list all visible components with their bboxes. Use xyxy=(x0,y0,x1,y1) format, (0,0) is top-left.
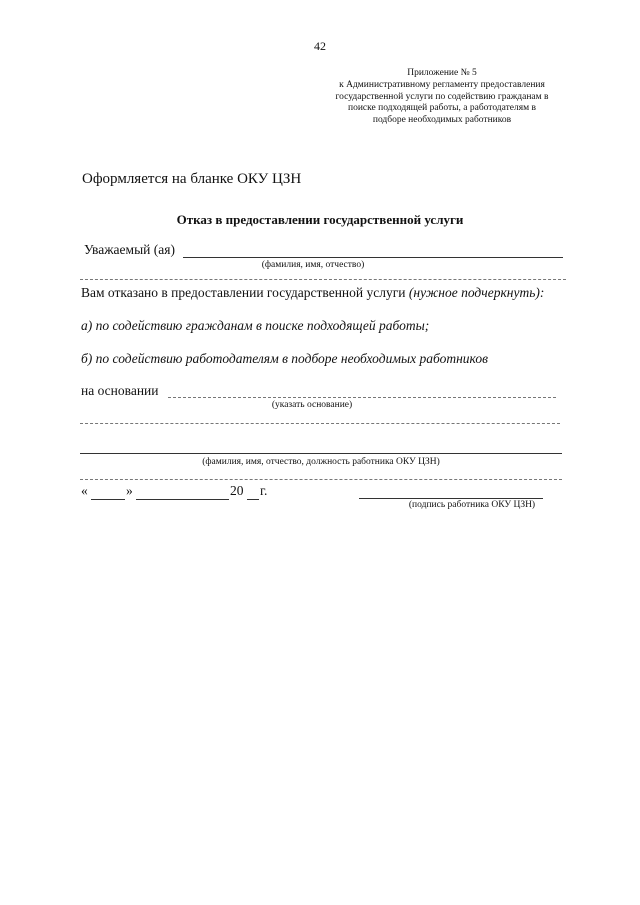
appendix-line-4: подборе необходимых работников xyxy=(372,115,512,126)
basis-fill-line xyxy=(168,397,556,398)
basis-extra-line xyxy=(80,423,560,424)
appendix-title: Приложение № 5 xyxy=(407,68,477,78)
signature-line xyxy=(359,498,543,499)
refusal-main: Вам отказано в предоставлении государственной услуги xyxy=(81,285,406,300)
date-open-quote: « xyxy=(81,483,88,498)
option-a: а) по содействию гражданам в поиске подходящей работы; xyxy=(81,318,430,333)
document-title: Отказ в предоставлении государственной услуги xyxy=(176,212,464,227)
basis-caption: (указать основание) xyxy=(271,400,353,410)
name-fill-line xyxy=(183,257,563,258)
date-year-prefix: 20 xyxy=(230,483,244,498)
date-close-quote: » xyxy=(126,483,133,498)
appendix-line-2: государственной услуги по содействию гражданам в xyxy=(335,91,549,102)
employee-caption: (фамилия, имя, отчество, должность работника ОКУ ЦЗН) xyxy=(202,457,440,467)
refusal-hint: (нужное подчеркнуть): xyxy=(408,285,545,300)
basis-label: на основании xyxy=(81,383,159,398)
employee-extra-line xyxy=(80,479,562,480)
name-continuation-line xyxy=(80,279,566,280)
date-year-line xyxy=(247,499,259,500)
appendix-block xyxy=(318,68,566,127)
appendix-line-3: поиске подходящей работы, а работодателям в xyxy=(348,103,536,114)
name-caption: (фамилия, имя, отчество) xyxy=(261,260,365,270)
option-b: б) по содействию работодателям в подборе необходимых работников xyxy=(81,351,488,366)
date-year-suffix: г. xyxy=(260,483,268,498)
page-number: 42 xyxy=(314,39,326,53)
refusal-text xyxy=(81,285,544,301)
employee-fill-line xyxy=(80,453,562,454)
date-month-line xyxy=(136,499,229,500)
date-day-line xyxy=(91,499,125,500)
salutation-label: Уважаемый (ая) xyxy=(84,242,175,257)
appendix-line-1: к Административному регламенту предоставления xyxy=(339,79,545,90)
signature-caption: (подпись работника ОКУ ЦЗН) xyxy=(408,500,536,510)
blank-note: Оформляется на бланке ОКУ ЦЗН xyxy=(82,171,302,187)
